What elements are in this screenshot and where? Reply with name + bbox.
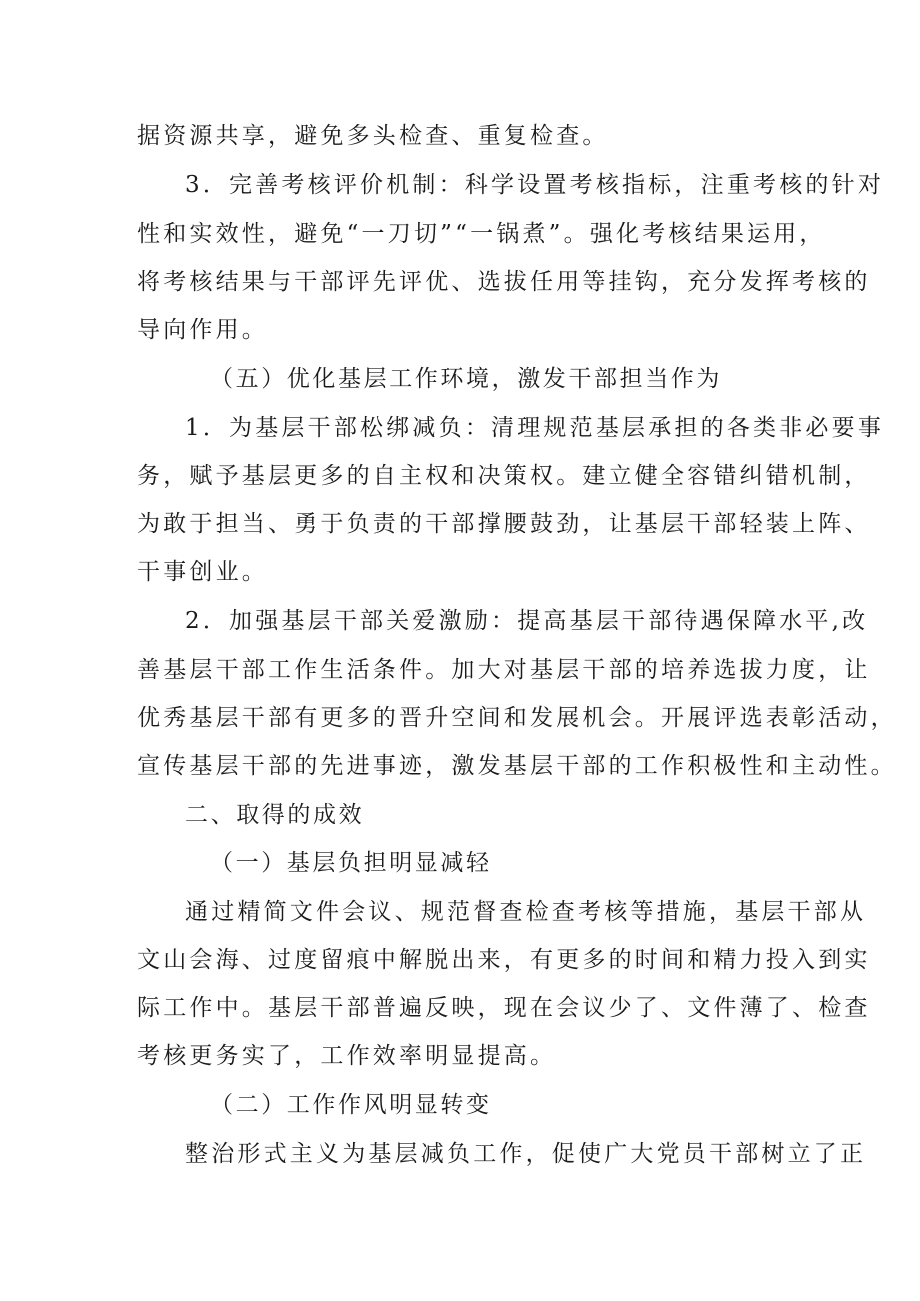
paragraph-line: 优秀基层干部有更多的晋升空间和发展机会。开展评选表彰活动，	[137, 705, 897, 731]
paragraph-line: 将考核结果与干部评先评优、选拔任用等挂钩，充分发挥考核的	[137, 269, 871, 295]
paragraph-line: 性和实效性，避免“一刀切”“一锅煮”。强化考核结果运用，	[137, 221, 826, 247]
paragraph-line: 据资源共享，避免多头检查、重复检查。	[137, 123, 609, 149]
paragraph-line: 际工作中。基层干部普遍反映，现在会议少了、文件薄了、检查	[137, 995, 871, 1021]
paragraph-line: 为敢于担当、勇于负责的干部撑腰鼓劲，让基层干部轻装上阵、	[137, 511, 871, 537]
subsection-heading: （一）基层负担明显减轻	[210, 850, 492, 876]
paragraph-line: 导向作用。	[137, 317, 268, 343]
paragraph-line: 3．完善考核评价机制：科学设置考核指标，注重考核的针对	[185, 172, 885, 198]
paragraph-line: 考核更务实了，工作效率明显提高。	[137, 1043, 557, 1069]
paragraph-line: 通过精简文件会议、规范督查检查考核等措施，基层干部从	[185, 899, 867, 925]
paragraph-line: 2．加强基层干部关爱激励：提高基层干部待遇保障水平,改	[185, 608, 869, 634]
paragraph-line: 1．为基层干部松绑减负：清理规范基层承担的各类非必要事	[185, 415, 885, 441]
subsection-heading: （二）工作作风明显转变	[210, 1092, 492, 1118]
paragraph-line: 务，赋予基层更多的自主权和决策权。建立健全容错纠错机制，	[137, 463, 871, 489]
paragraph-line: 善基层干部工作生活条件。加大对基层干部的培养选拔力度，让	[137, 657, 871, 683]
paragraph-line: 宣传基层干部的先进事迹，激发基层干部的工作积极性和主动性。	[137, 753, 897, 779]
paragraph-line: 文山会海、过度留痕中解脱出来，有更多的时间和精力投入到实	[137, 947, 871, 973]
section-heading: （五）优化基层工作环境，激发干部担当作为	[210, 366, 722, 392]
section-heading: 二、取得的成效	[185, 802, 365, 828]
paragraph-line: 整治形式主义为基层减负工作，促使广大党员干部树立了正	[185, 1141, 867, 1167]
paragraph-line: 干事创业。	[137, 559, 268, 585]
